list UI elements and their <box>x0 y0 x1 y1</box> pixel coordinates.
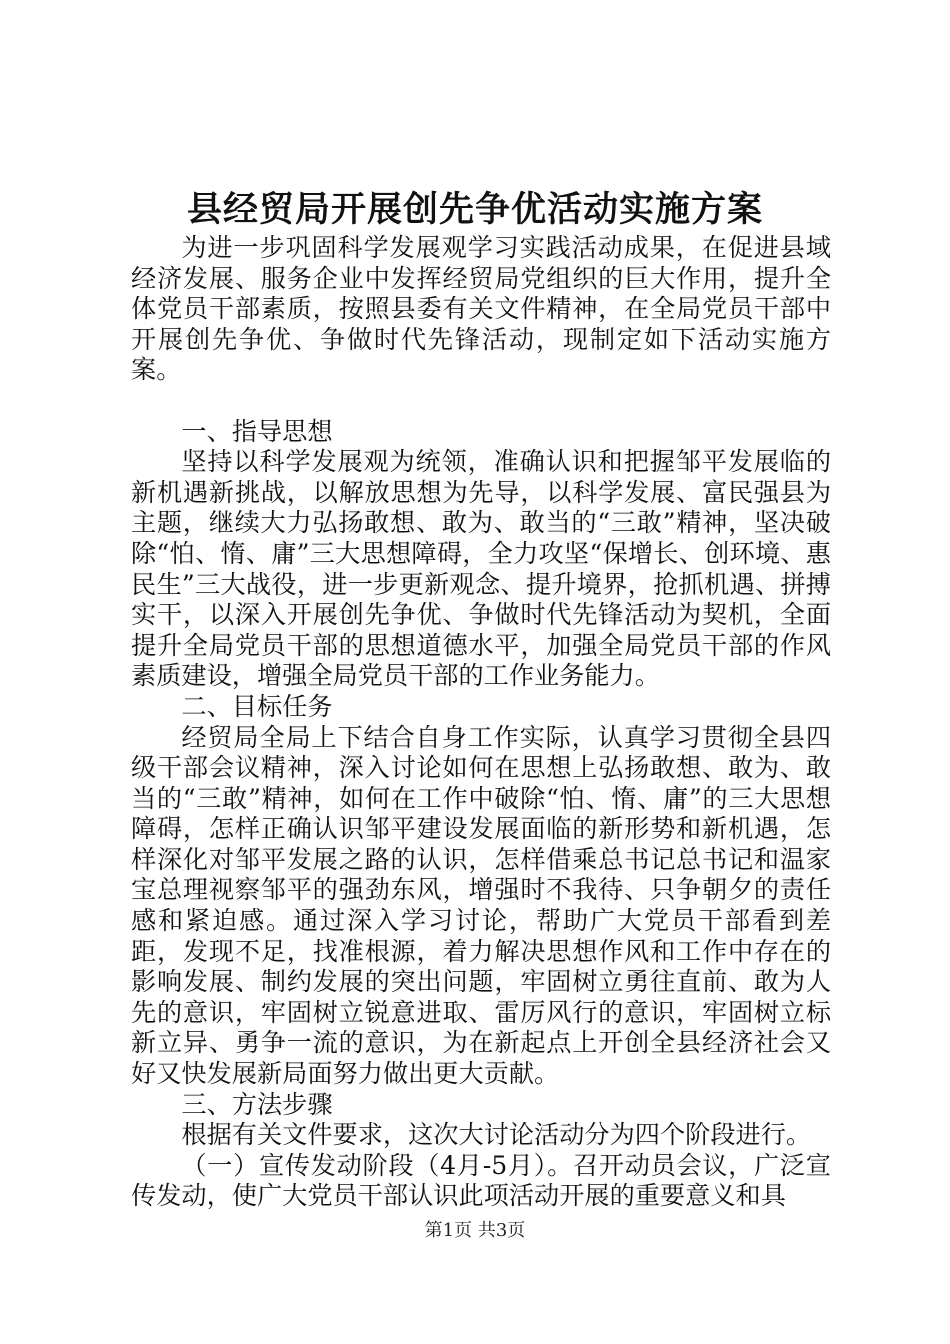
document-title: 县经贸局开展创先争优活动实施方案 <box>186 189 763 230</box>
intro-paragraph: 为进一步巩固科学发展观学习实践活动成果，在促进县域经济发展、服务企业中发挥经贸局党组织的巨大作用，提升全体党员干部素质，按照县委有关文件精神，在全局党员干部中开展创先争优、争做时代先锋活动，现制定如下活动实施方案。 <box>131 233 831 385</box>
page-number-footer: 第1页 共3页 <box>424 1220 526 1241</box>
section-heading-goals-tasks: 二、目标任务 <box>181 691 333 721</box>
section-heading-methods-steps: 三、方法步骤 <box>181 1089 333 1119</box>
goals-tasks-paragraph: 经贸局全局上下结合自身工作实际，认真学习贯彻全县四级干部会议精神，深入讨论如何在思想上弘扬敢想、敢为、敢当的“三敢”精神，如何在工作中破除“怕、惰、庸”的三大思想障碍，怎样正确认识邹平建设发展面临的新形势和新机遇，怎样深化对邹平发展之路的认识，怎样借乘总书记总书记和温家宝总理视察邹平的强劲东风，增强时不我待、只争朝夕的责任感和紧迫感。通过深入学习讨论，帮助广大党员干部看到差距，发现不足，找准根源，着力解决思想作风和工作中存在的影响发展、制约发展的突出问题，牢固树立勇往直前、敢为人先的意识，牢固树立锐意进取、雷厉风行的意识，牢固树立标新立异、勇争一流的意识，为在新起点上开创全县经济社会又好又快发展新局面努力做出更大贡献。 <box>131 722 831 1089</box>
section-heading-guiding-ideology: 一、指导思想 <box>181 416 333 446</box>
guiding-ideology-paragraph: 坚持以科学发展观为统领，准确认识和把握邹平发展临的新机遇新挑战，以解放思想为先导，以科学发展、富民强县为主题，继续大力弘扬敢想、敢为、敢当的“三敢”精神，坚决破除“怕、惰、庸”三大思想障碍，全力攻坚“保增长、创环境、惠民生”三大战役，进一步更新观念、提升境界，抢抓机遇、拼搏实干，以深入开展创先争优、争做时代先锋活动为契机，全面提升全局党员干部的思想道德水平，加强全局党员干部的作风素质建设，增强全局党员干部的工作业务能力。 <box>131 447 831 691</box>
phase-one-paragraph: （一）宣传发动阶段（4月-5月）。召开动员会议，广泛宣传发动，使广大党员干部认识此项活动开展的重要意义和具 <box>131 1150 831 1211</box>
document-body <box>131 233 831 1212</box>
methods-intro-paragraph: 根据有关文件要求，这次大讨论活动分为四个阶段进行。 <box>181 1120 812 1150</box>
